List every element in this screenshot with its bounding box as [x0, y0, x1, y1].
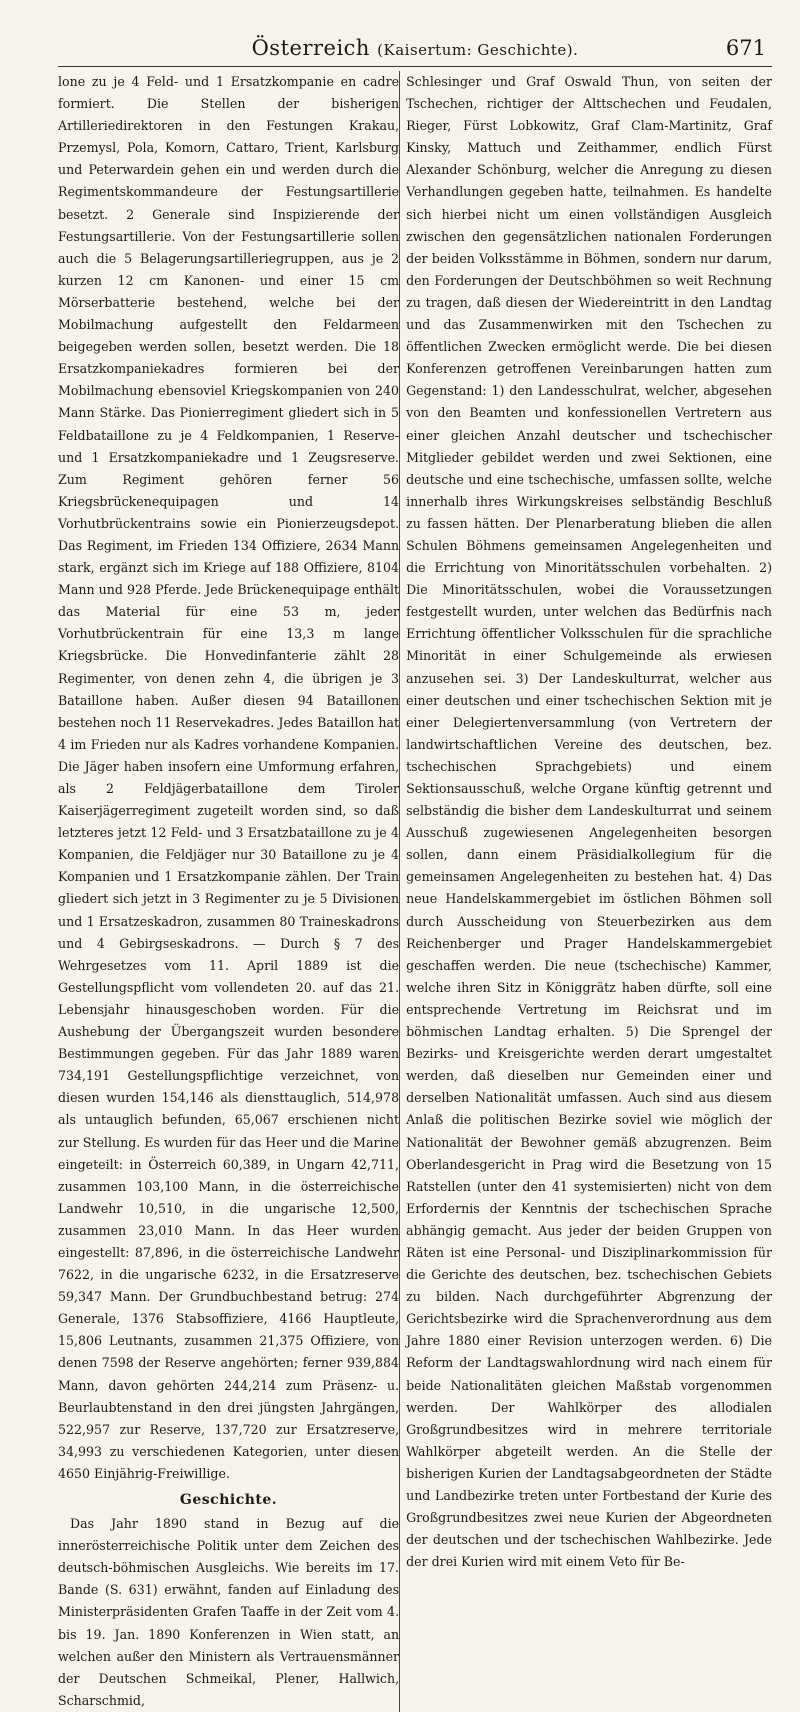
running-title: [58, 36, 772, 60]
text-columns: [58, 71, 772, 1712]
page-header: [58, 26, 772, 67]
running-title-main: Österreich: [251, 36, 370, 60]
right-paragraph-1: Schlesinger und Graf Oswald Thun, von seiten der Tschechen, richtiger der Alttschechen und Feudalen, Rieger, Fürst Lobkowitz, Graf Clam-Martinitz, Graf Kinsky, Mattuch und Zeithammer, endlich Fürst Alexander Schönburg, welcher die Anregung zu diesen Verhandlungen gegeben hatte, teilnahmen. Es handelte sich hierbei nicht um einen vollständigen Ausgleich zwischen den gegensätzlichen nationalen Forderungen der beiden Volksstämme in Böhmen, sondern nur darum, den Forderungen der Deutschböhmen so weit Rechnung zu tragen, daß diesen der Wiedereintritt in den Landtag und das Zusammenwirken mit den Tschechen zu öffentlichen Zwecken ermöglicht werde. Die bei diesen Konferenzen getroffenen Vereinbarungen hatten zum Gegenstand: 1) den Landesschulrat, welcher, abgesehen von den Beamten und konfessionellen Vertretern aus einer gleichen Anzahl deutscher und tschechischer Mitglieder gebildet werden und zwei Sektionen, eine deutsche und eine tschechische, umfassen sollte, welche innerhalb ihres Wirkungskreises selbständig Beschluß zu fassen hätten. Der Plenarberatung blieben die allen Schulen Böhmens gemeinsamen Angelegenheiten und die Errichtung von Minoritätsschulen vorbehalten. 2) Die Minoritätsschulen, wobei die Voraussetzungen festgestellt wurden, unter welchen das Bedürfnis nach Errichtung öffentlicher Volksschulen für die sprachliche Minorität in einer Schulgemeinde als erwiesen anzusehen sei. 3) Der Landeskulturrat, welcher aus einer deutschen und einer tschechischen Sektion mit je einer Delegiertenversammlung (von Vertretern der landwirtschaftlichen Vereine des deutschen, bez. tschechischen Sprachgebiets) und einem Sektionsausschuß, welche Organe künftig getrennt und selbständig die bisher dem Landeskulturrat und seinem Ausschuß zugewiesenen Angelegenheiten besorgen sollen, dann einem Präsidialkollegium für die gemeinsamen Angelegenheiten zu bestehen hat. 4) Das neue Handelskammergebiet im östlichen Böhmen soll durch Ausscheidung von Steuerbezirken aus dem Reichenberger und Prager Handelskammergebiet geschaffen werden. Die neue (tschechische) Kammer, welche ihren Sitz in Königgrätz haben dürfte, soll eine entsprechende Vertretung im Reichsrat und im böhmischen Landtag erhalten. 5) Die Sprengel der Bezirks- und Kreisgerichte werden derart umgestaltet werden, daß dieselben nur Gemeinden einer und derselben Nationalität umfassen. Auch sind aus diesem Anlaß die politischen Bezirke soviel wie möglich der Nationalität der Bewohner gemäß abzugrenzen. Beim Oberlandesgericht in Prag wird die Besetzung von 15 Ratstellen (unter den 41 systemisierten) nicht von dem Erfordernis der Kenntnis der tschechischen Sprache abhängig gemacht. Aus jeder der beiden Gruppen von Räten ist eine Personal- und Disziplinarkommission für die Gerichte des deutschen, bez. tschechischen Gebiets zu bilden. Nach durchgeführter Abgrenzung der Gerichtsbezirke wird die Sprachenverordnung aus dem Jahre 1880 einer Revision unterzogen werden. 6) Die Reform der Landtagswahlordnung wird nach einem für beide Nationalitäten gleichen Maßstab vorgenommen werden. Der Wahlkörper des allodialen Großgrundbesitzes wird in mehrere territoriale Wahlkörper abgeteilt werden. An die Stelle der bisherigen Kurien der Landtagsabgeordneten der Städte und Landbezirke treten unter Fortbestand der Kurie des Großgrundbesitzes zwei neue Kurien der Abgeordneten der deutschen und der tschechischen Wahlbezirke. Jede der drei Kurien wird mit einem Veto für Be-: [406, 74, 772, 1570]
section-heading: Geschichte.: [179, 1492, 278, 1508]
page-number: 671: [725, 36, 766, 60]
left-paragraph-2: Das Jahr 1890 stand in Bezug auf die innerösterreichische Politik unter dem Zeichen des deutsch-böhmischen Ausgleichs. Wie bereits im 17. Bande (S. 631) erwähnt, fanden auf Einladung des Ministerpräsidenten Grafen Taaffe in der Zeit vom 4. bis 19. Jan. 1890 Konferenzen in Wien statt, an welchen außer den Ministern als Vertrauensmänner der Deutschen Schmeikal, Plener, Hallwich, Scharschmid,: [58, 1516, 400, 1708]
left-column: [58, 71, 399, 1712]
right-column: [399, 71, 772, 1712]
left-paragraph-1: lone zu je 4 Feld- und 1 Ersatzkompanie en cadre formiert. Die Stellen der bisherigen Artilleriedirektoren in den Festungen Krakau, Przemysl, Pola, Komorn, Cattaro, Trient, Karlsburg und Peterwardein gehen ein und werden durch die Regimentskommandeure der Festungsartillerie besetzt. 2 Generale sind Inspizierende der Festungsartillerie. Von der Festungsartillerie sollen auch die 5 Belagerungsartilleriegruppen, aus je 2 kurzen 12 cm Kanonen- und einer 15 cm Mörserbatterie bestehend, welche bei der Mobilmachung aufgestellt den Feldarmeen beigegeben werden sollen, besetzt werden. Die 18 Ersatzkompaniekadres formieren bei der Mobilmachung ebensoviel Kriegskompanien von 240 Mann Stärke. Das Pionierregiment gliedert sich in 5 Feldbataillone zu je 4 Feldkompanien, 1 Reserve- und 1 Ersatzkompaniekadre und 1 Zeugsreserve. Zum Regiment gehören ferner 56 Kriegsbrückenequipagen und 14 Vorhutbrückentrains sowie ein Pionierzeugsdepot. Das Regiment, im Frieden 134 Offiziere, 2634 Mann stark, ergänzt sich im Kriege auf 188 Offiziere, 8104 Mann und 928 Pferde. Jede Brückenequipage enthält das Material für eine 53 m, jeder Vorhutbrückentrain für eine 13,3 m lange Kriegsbrücke. Die Honvedinfanterie zählt 28 Regimenter, von denen zehn 4, die übrigen je 3 Bataillone haben. Außer diesen 94 Bataillonen bestehen noch 11 Reservekadres. Jedes Bataillon hat 4 im Frieden nur als Kadres vorhandene Kompanien. Die Jäger haben insofern eine Umformung erfahren, als 2 Feldjägerbataillone dem Tiroler Kaiserjägerregiment zugeteilt worden sind, so daß letzteres jetzt 12 Feld- und 3 Ersatzbataillone zu je 4 Kompanien, die Feldjäger nur 30 Bataillone zu je 4 Kompanien und 1 Ersatzkompanie zählen. Der Train gliedert sich jetzt in 3 Regimenter zu je 5 Divisionen und 1 Ersatzeskadron, zusammen 80 Traineskadrons und 4 Gebirgseskadrons. — Durch § 7 des Wehrgesetzes vom 11. April 1889 ist die Gestellungspflicht vom vollendeten 20. auf das 21. Lebensjahr hinausgeschoben worden. Für die Aushebung der Übergangszeit wurden besondere Bestimmungen gegeben. Für das Jahr 1889 waren 734,191 Gestellungspflichtige verzeichnet, von diesen wurden 154,146 als diensttauglich, 514,978 als untauglich befunden, 65,067 erschienen nicht zur Stellung. Es wurden für das Heer und die Marine eingeteilt: in Österreich 60,389, in Ungarn 42,711, zusammen 103,100 Mann, in die österreichische Landwehr 10,510, in die ungarische 12,500, zusammen 23,010 Mann. In das Heer wurden eingestellt: 87,896, in die österreichische Landwehr 7622, in die ungarische 6232, in die Ersatzreserve 59,347 Mann. Der Grundbuchbestand betrug: 274 Generale, 1376 Stabsoffiziere, 4166 Hauptleute, 15,806 Leutnants, zusammen 21,375 Offiziere, von denen 7598 der Reserve angehörten; ferner 939,884 Mann, davon gehörten 244,214 zum Präsenz- u. Beurlaubtenstand in den drei jüngsten Jahrgängen, 522,957 zur Reserve, 137,720 zur Ersatzreserve, 34,993 zu verschiedenen Kategorien, unter diesen 4650 Einjährig-Freiwillige.: [58, 74, 400, 1481]
running-title-subtitle: (Kaisertum: Geschichte).: [377, 41, 579, 59]
